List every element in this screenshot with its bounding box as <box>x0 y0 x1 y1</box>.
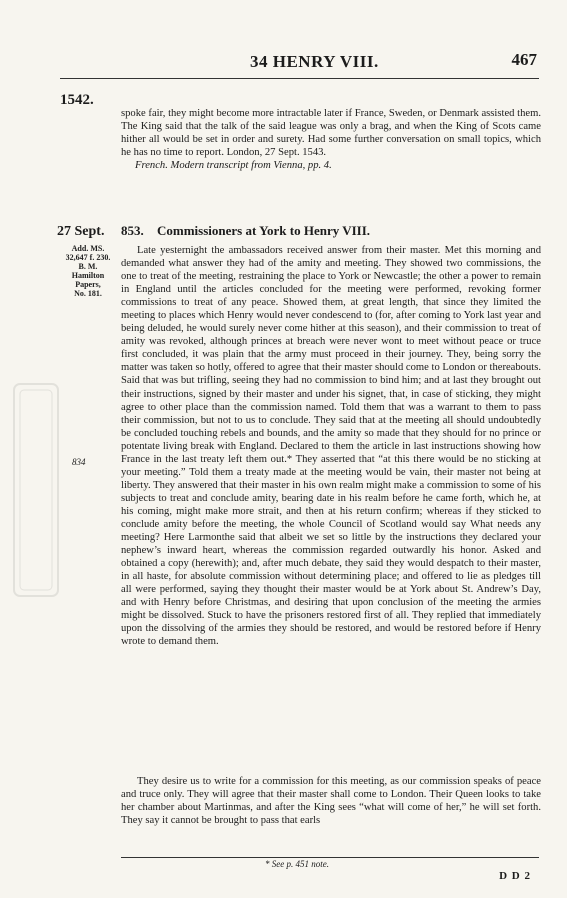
footnote: * See p. 451 note. <box>265 859 329 869</box>
entry-title: Commissioners at York to Henry VIII. <box>157 223 371 238</box>
source-line: Papers, <box>75 280 101 289</box>
entry-paragraph-2: They desire us to write for a commission for this meeting, as our commission speaks of peace and truce only. They will agree that their master shall come to London. Their Queen looks to take her chamber about Martinmas, and after the King sees “what will come of her,” he will set forth. They say it cannot be brought to pass that earls <box>121 776 541 827</box>
entry-heading <box>121 223 370 239</box>
source-line: Hamilton <box>71 271 105 280</box>
footnote-rule <box>121 857 539 858</box>
margin-note: 834 <box>72 457 86 467</box>
signature-mark: D D 2 <box>499 870 531 882</box>
source-line: Add. MS. <box>71 244 105 253</box>
intro-paragraph <box>121 107 541 172</box>
entry-paragraph-1: Late yesternight the ambassadors received answer from their master. Met this morning and demanded what answer they had of the amity and meeting. They showed two commissions, the one to treat of the meeting, restraining the place to York or Newcastle; the other a power to remain in England until the articles concluded for the meeting were performed, revoking former commissions to treat of any peace. Showed them, at great length, that since they limited the meeting to places which Henry would never condescend to (for, after coming to York last year and being deluded, he would surely never come hither at this season), and their commission to treat of amity was revoked, although princes at breach were never wont to meet without peace or truce first concluded, it was plain that the army must proceed in their journey. They, being sorry the matter was taken so hotly, offered to agree that their master should come to London or thereabouts. Said that was but trifling, seeing they had no commission to bind him; and at last they brought out their instructions, signed by their master and under his signet, that, in case of sticking, they might agree to other place than the commission named. Told them that was a warrant to them to pass their commission, but not to us to conclude. They said that at the meeting all should undoubtedly be concluded touching rebels and bounds, and the amity so made that they should for no prince or potentate living break with England. Declared to them the article in last instructions showing how France in the last treaty left them out.* They asserted that “at this there would be no sticking at your meeting.” Told them a treaty made at the meeting would be vain, their master not being at liberty. They answered that their master in his own realm might make a commission to some of his subjects to treat and conclude amity, bearing date in his realm before he came forth, which he, at his coming, might make more strait, and then at his return confirm; whereas if they sticked to conclude amity before the meeting, the whole Council of Scotland would say What needs any meeting? Here Larmonthe said that albeit we set so little by the instructions they declared your nephew’s inward heart, whereas the commission regarded outwardly his honor. Asked and obtained a copy (herewith); and, after much debate, they said they would despatch to their master, in all haste, for absolute commission without determining place; and offered to lie as pledges till all were performed, saying they thought their master would be at York about St. Andrew’s Day, and with Henry before Christmas, and desiring that upon conclusion of the meeting the armies might be dissolved. Stuck to have the prisoners restored first of all. They replied that immediately upon the dissolving of the armies they should be restored, and would be restored before if Henry wrote to demand them. <box>121 245 541 648</box>
source-line: 32,647 f. 230. <box>65 253 111 262</box>
source-reference <box>58 244 118 298</box>
running-head: 34 HENRY VIII. <box>250 52 379 71</box>
entry-number: 853. <box>121 223 144 238</box>
intro-text: spoke fair, they might become more intractable later if France, Sweden, or Denmark assisted them. The King said that the talk of the said league was only a brag, and when the King of Scots came hither all would be set in order and surety. Had some further conversation on small topics, which he has no time to report. London, 27 Sept. 1543. <box>121 108 541 159</box>
source-line: No. 181. <box>74 289 102 298</box>
source-line: B. M. <box>78 262 98 271</box>
year-label: 1542. <box>60 92 94 108</box>
header-rule <box>60 78 539 79</box>
page-number: 467 <box>511 50 537 69</box>
library-stamp-watermark <box>8 380 64 600</box>
transcript-note: French. Modern transcript from Vienna, pp. 4. <box>135 160 332 172</box>
entry-date: 27 Sept. <box>57 224 105 239</box>
